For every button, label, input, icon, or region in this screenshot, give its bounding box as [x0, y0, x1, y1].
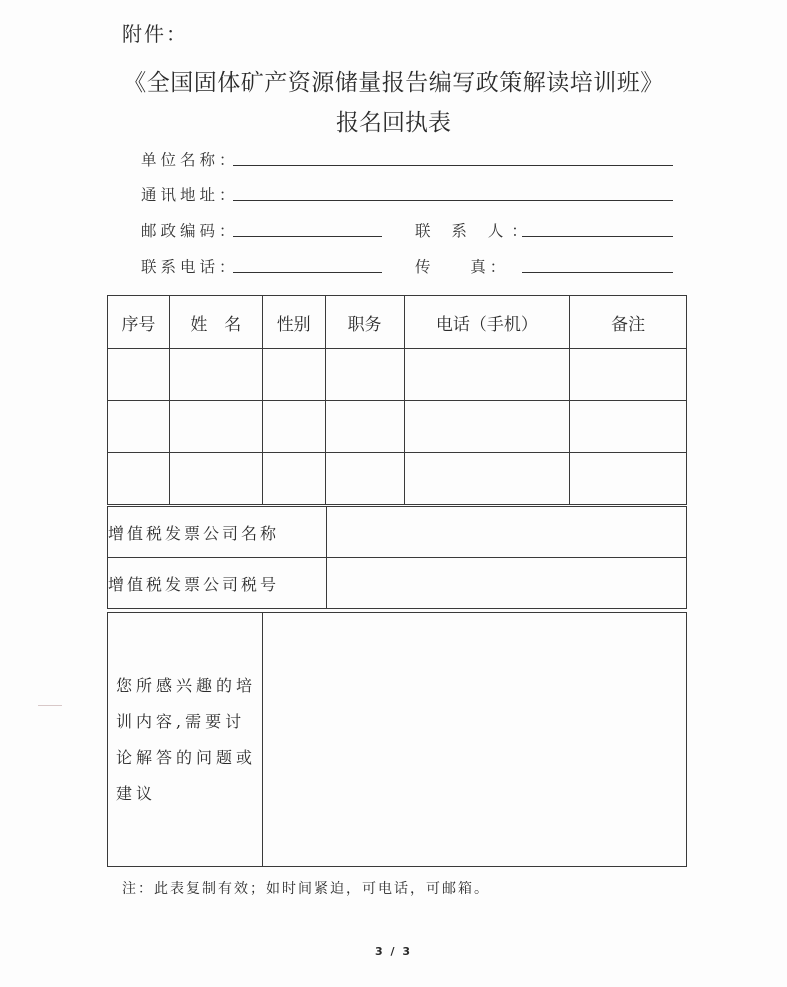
- interest-table: [107, 612, 687, 867]
- cell-phone[interactable]: [404, 401, 570, 453]
- header-remarks: 备注: [570, 296, 687, 349]
- header-position: 职务: [325, 296, 404, 349]
- document-subtitle: 报名回执表: [336, 110, 451, 136]
- phone-label: 联系电话：: [141, 258, 239, 276]
- cell-phone[interactable]: [404, 453, 570, 505]
- cell-position[interactable]: [325, 401, 404, 453]
- table-row: [108, 401, 687, 453]
- postcode-field[interactable]: [233, 236, 382, 237]
- cell-phone[interactable]: [404, 349, 570, 401]
- invoice-name-field[interactable]: [327, 507, 687, 558]
- attachment-label: 附件：: [122, 22, 188, 46]
- cell-remarks[interactable]: [570, 453, 687, 505]
- address-field[interactable]: [233, 200, 673, 201]
- cell-remarks[interactable]: [570, 401, 687, 453]
- cell-name[interactable]: [169, 453, 262, 505]
- page-number: 3 / 3: [375, 945, 412, 958]
- cell-position[interactable]: [325, 453, 404, 505]
- footer-note: 注：此表复制有效；如时间紧迫，可电话，可邮箱。: [122, 881, 490, 897]
- cell-remarks[interactable]: [570, 349, 687, 401]
- header-phone: 电话（手机）: [404, 296, 570, 349]
- invoice-tax-row: [108, 558, 687, 609]
- fax-field[interactable]: [522, 272, 673, 273]
- contact-label: 联 系 人：: [415, 222, 535, 240]
- cell-name[interactable]: [169, 349, 262, 401]
- header-name: 姓 名: [169, 296, 262, 349]
- interest-field[interactable]: [263, 613, 687, 867]
- scan-mark: [38, 705, 62, 706]
- table-header-row: [108, 296, 687, 349]
- cell-serial[interactable]: [108, 349, 170, 401]
- phone-field[interactable]: [233, 272, 382, 273]
- header-serial: 序号: [108, 296, 170, 349]
- cell-serial[interactable]: [108, 453, 170, 505]
- table-row: [108, 349, 687, 401]
- cell-name[interactable]: [169, 401, 262, 453]
- invoice-name-label: 增值税发票公司名称: [108, 507, 327, 558]
- invoice-table: [107, 506, 687, 609]
- cell-position[interactable]: [325, 349, 404, 401]
- table-row: [108, 453, 687, 505]
- document-title: 《全国固体矿产资源储量报告编写政策解读培训班》: [123, 70, 664, 96]
- cell-gender[interactable]: [262, 401, 325, 453]
- postcode-label: 邮政编码：: [141, 222, 239, 240]
- interest-row: [108, 613, 687, 867]
- invoice-tax-label: 增值税发票公司税号: [108, 558, 327, 609]
- unit-name-field[interactable]: [233, 165, 673, 166]
- invoice-name-row: [108, 507, 687, 558]
- registration-table: [107, 295, 687, 505]
- unit-name-label: 单位名称：: [141, 151, 239, 169]
- cell-gender[interactable]: [262, 453, 325, 505]
- invoice-tax-field[interactable]: [327, 558, 687, 609]
- address-label: 通讯地址：: [141, 186, 239, 204]
- cell-gender[interactable]: [262, 349, 325, 401]
- interest-label: 您所感兴趣的培训内容,需要讨论解答的问题或建议: [108, 613, 263, 867]
- contact-field[interactable]: [522, 236, 673, 237]
- fax-label: 传 真：: [415, 258, 510, 276]
- cell-serial[interactable]: [108, 401, 170, 453]
- header-gender: 性别: [262, 296, 325, 349]
